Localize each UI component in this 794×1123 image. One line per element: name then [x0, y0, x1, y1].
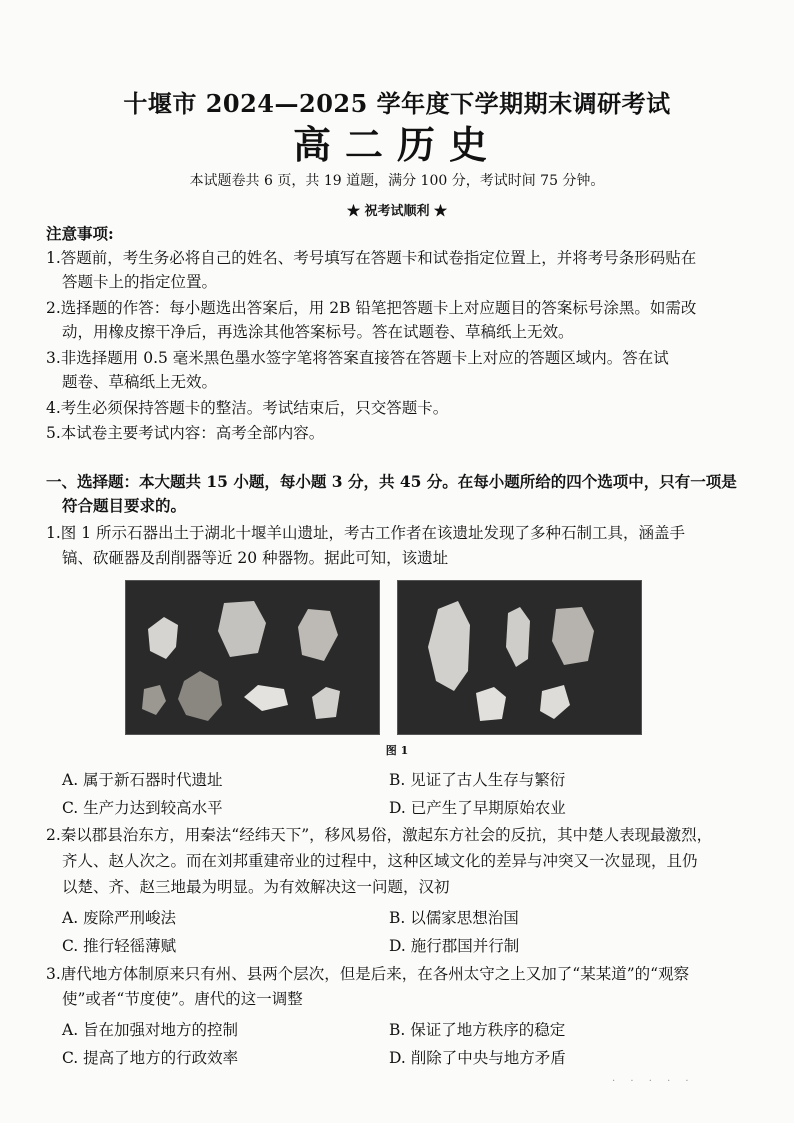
question-2-stem: 以楚、齐、赵三地最为明显。为有效解决这一问题，汉初: [62, 878, 450, 896]
question-1-stem: 镐、砍砸器及刮削器等近 20 种器物。据此可知，该遗址: [62, 549, 449, 567]
notes-heading: 注意事项:: [46, 224, 114, 243]
note-line: 3.非选择题用 0.5 毫米黑色墨水签字笔将答案直接答在答题卡上对应的答题区域内。答在试: [46, 349, 669, 367]
q2-option-a[interactable]: A. 废除严刑峻法: [62, 909, 177, 927]
note-line: 2.选择题的作答：每小题选出答案后，用 2B 铅笔把答题卡上对应题目的答案标号涂黑。如需改: [46, 299, 697, 317]
q3-option-d[interactable]: D. 削除了中央与地方矛盾: [389, 1049, 566, 1067]
section-heading-cont: 符合题目要求的。: [62, 496, 187, 515]
note-line: 1.答题前，考生务必将自己的姓名、考号填写在答题卡和试卷指定位置上，并将考号条形码贴在: [46, 249, 697, 267]
q1-option-b[interactable]: B. 见证了古人生存与繁衍: [389, 771, 566, 789]
exam-info: 本试题卷共 6 页，共 19 道题，满分 100 分，考试时间 75 分钟。: [189, 173, 605, 189]
question-3-stem: 使”或者“节度使”。唐代的这一调整: [62, 990, 303, 1008]
q2-option-b[interactable]: B. 以儒家思想治国: [389, 909, 519, 927]
q3-option-a[interactable]: A. 旨在加强对地方的控制: [62, 1021, 239, 1039]
figure-caption: 图 1: [385, 744, 409, 757]
stone-tools-photo-right: [397, 580, 642, 735]
note-line: 题卷、草稿纸上无效。: [62, 373, 218, 391]
scan-speckles: · · · · ·: [612, 1076, 695, 1087]
question-2-stem: 齐人、赵人次之。而在刘邦重建帝业的过程中，这种区域文化的差异与冲突又一次显现，且仍: [62, 852, 698, 870]
q2-option-d[interactable]: D. 施行郡国并行制: [389, 937, 520, 955]
q3-option-b[interactable]: B. 保证了地方秩序的稳定: [389, 1021, 566, 1039]
question-3-stem: 3.唐代地方体制原来只有州、县两个层次，但是后来，在各州太守之上又加了“某某道”的“观察: [46, 965, 690, 983]
stone-tools-photo-left: [125, 580, 380, 735]
exam-title: 十堰市 2024—2025 学年度下学期期末调研考试: [123, 89, 671, 118]
q1-option-d[interactable]: D. 已产生了早期原始农业: [389, 799, 566, 817]
q1-option-c[interactable]: C. 生产力达到较高水平: [62, 799, 223, 817]
note-line: 答题卡上的指定位置。: [62, 273, 218, 291]
note-line: 5.本试卷主要考试内容：高考全部内容。: [46, 424, 325, 442]
q1-option-a[interactable]: A. 属于新石器时代遗址: [62, 771, 223, 789]
good-luck-banner: ★ 祝考试顺利 ★: [346, 204, 448, 219]
section-heading: 一、选择题：本大题共 15 小题，每小题 3 分，共 45 分。在每小题所给的四个选项中，只有一项是: [46, 472, 737, 491]
note-line: 4.考生必须保持答题卡的整洁。考试结束后，只交答题卡。: [46, 399, 449, 417]
note-line: 动，用橡皮擦干净后，再选涂其他答案标号。答在试题卷、草稿纸上无效。: [62, 323, 574, 341]
q2-option-c[interactable]: C. 推行轻徭薄赋: [62, 937, 177, 955]
question-2-stem: 2.秦以郡县治东方，用秦法“经纬天下”，移风易俗，激起东方社会的反抗，其中楚人表现最激烈，: [46, 826, 713, 844]
q3-option-c[interactable]: C. 提高了地方的行政效率: [62, 1049, 239, 1067]
subject-title: 高二历史: [292, 122, 501, 167]
question-1-stem: 1.图 1 所示石器出土于湖北十堰羊山遗址，考古工作者在该遗址发现了多种石制工具，涵盖手: [46, 524, 686, 542]
